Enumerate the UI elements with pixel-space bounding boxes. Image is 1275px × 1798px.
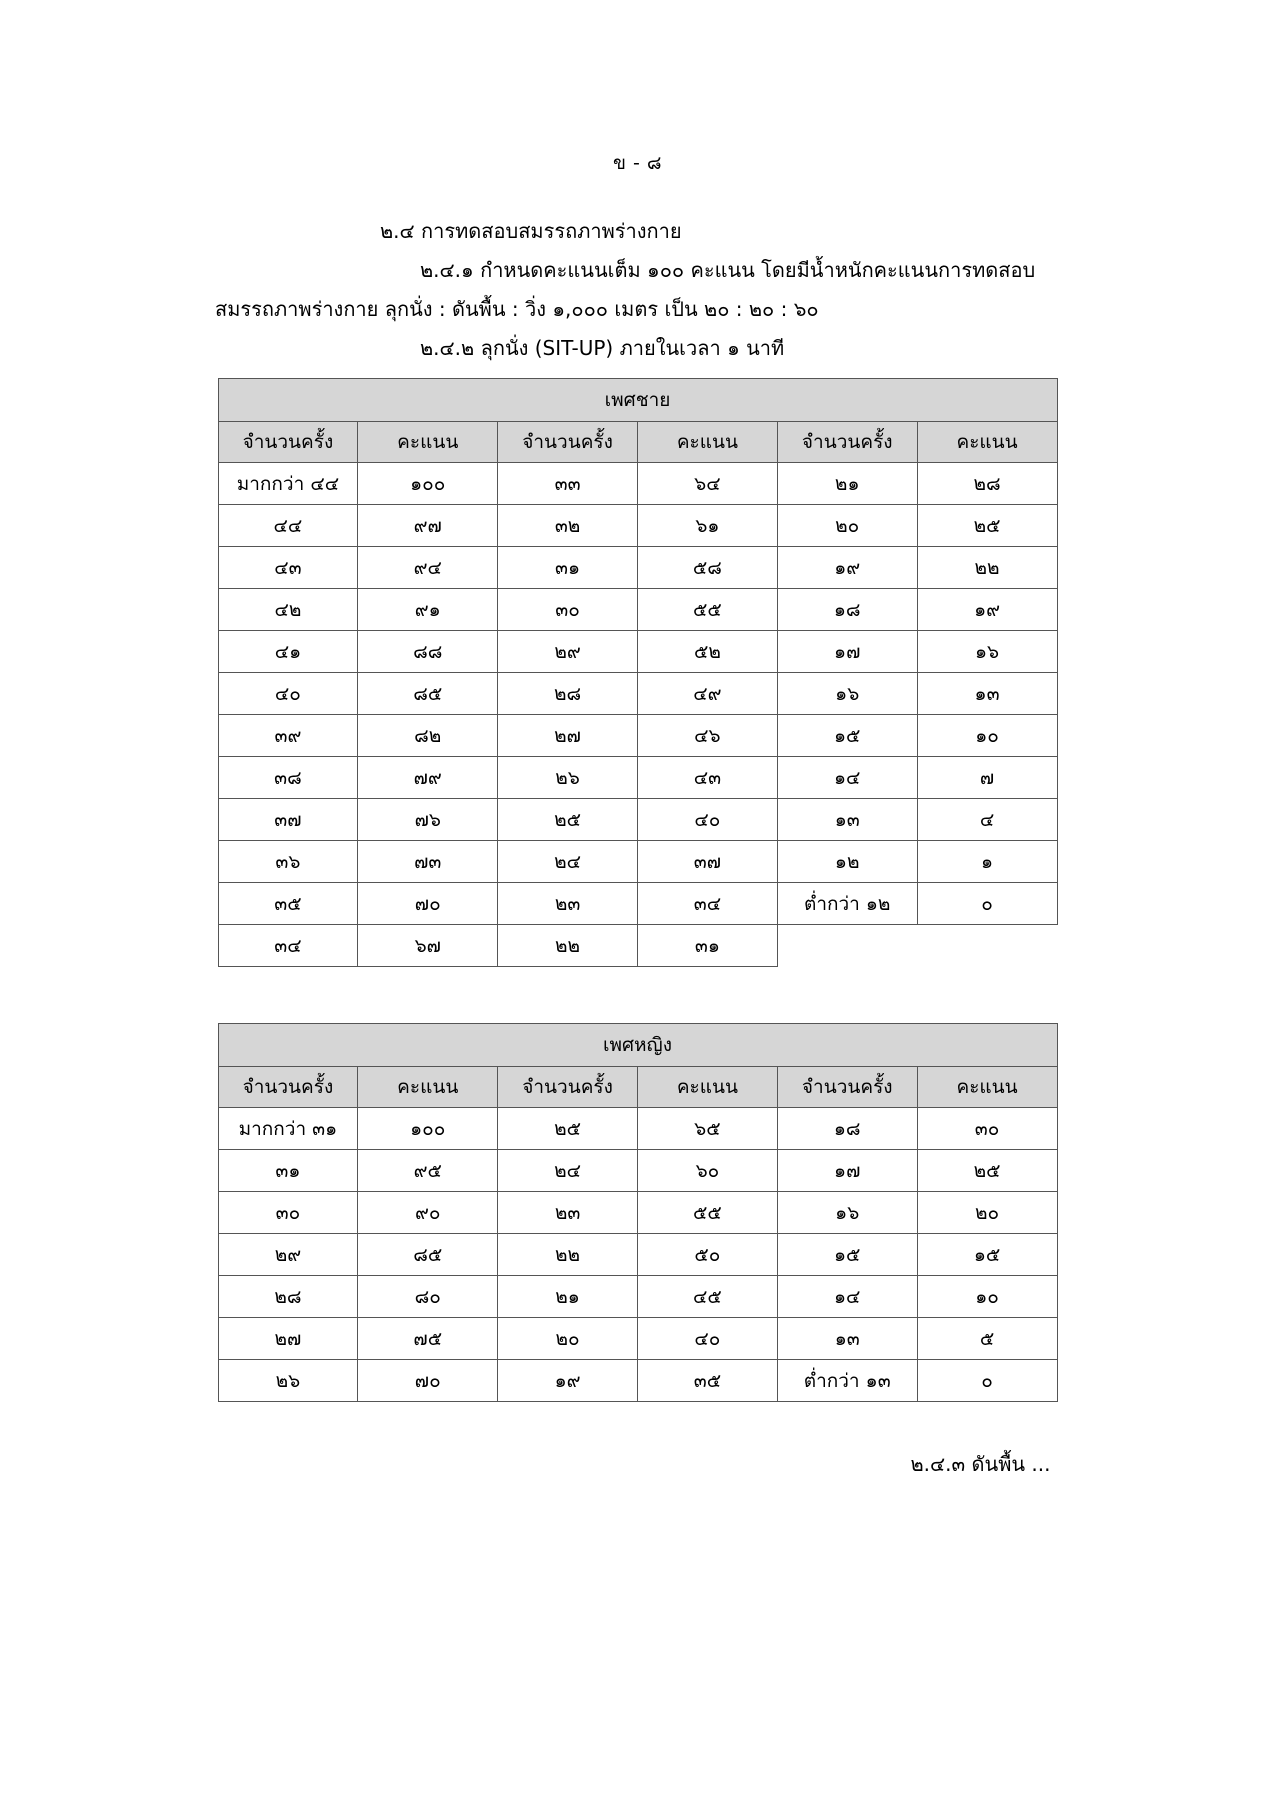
cell: ๑๕ <box>777 1234 917 1276</box>
cell: ๔๖ <box>637 715 777 757</box>
table-row <box>218 505 1057 547</box>
paragraph-2-4-1-line2: สมรรถภาพร่างกาย ลุกนั่ง : ดันพื้น : วิ่ง ๑,๐๐๐ เมตร เป็น ๒๐ : ๒๐ : ๖๐ <box>215 297 819 321</box>
cell: ๓๓ <box>498 463 638 505</box>
cell: ๑๖ <box>777 1192 917 1234</box>
cell: ๕ <box>917 1318 1057 1360</box>
cell: ๔๙ <box>637 673 777 715</box>
cell: ๑๘ <box>777 589 917 631</box>
female-col-header-3: คะแนน <box>637 1067 777 1108</box>
cell: ๙๑ <box>358 589 498 631</box>
paragraph-2-4-1-line1: ๒.๔.๑ กำหนดคะแนนเต็ม ๑๐๐ คะแนน โดยมีน้ำหนักคะแนนการทดสอบ <box>420 258 1036 282</box>
cell: ๒๗ <box>218 1318 358 1360</box>
cell: ๙๐ <box>358 1192 498 1234</box>
cell: ๑๙ <box>498 1360 638 1402</box>
cell: ๔๐ <box>637 799 777 841</box>
cell: ๒๖ <box>498 757 638 799</box>
cell: ๓๗ <box>637 841 777 883</box>
cell: ๒๒ <box>917 547 1057 589</box>
male-col-header-4: จำนวนครั้ง <box>777 422 917 463</box>
table-title-row <box>218 379 1057 422</box>
cell: ๑ <box>917 841 1057 883</box>
cell: ๒๔ <box>498 1150 638 1192</box>
cell: ๓๔ <box>637 883 777 925</box>
table-row <box>218 1360 1057 1402</box>
cell: ๑๐๐ <box>358 463 498 505</box>
cell: ๘๒ <box>358 715 498 757</box>
cell: ๑๙ <box>917 589 1057 631</box>
cell: ๓๒ <box>498 505 638 547</box>
cell: ๒๖ <box>218 1360 358 1402</box>
document-page <box>0 148 1275 1798</box>
cell: ๑๖ <box>917 631 1057 673</box>
table-row <box>218 1318 1057 1360</box>
cell: ๑๒ <box>777 841 917 883</box>
male-score-table <box>218 378 1058 967</box>
cell: ๑๔ <box>777 1276 917 1318</box>
table-row <box>218 1192 1057 1234</box>
table-row <box>218 463 1057 505</box>
cell: ๒๕ <box>917 1150 1057 1192</box>
female-col-header-0: จำนวนครั้ง <box>218 1067 358 1108</box>
cell: ๒๕ <box>498 799 638 841</box>
cell: ๒๕ <box>917 505 1057 547</box>
cell: ๒๙ <box>218 1234 358 1276</box>
female-col-header-5: คะแนน <box>917 1067 1057 1108</box>
cell: ๕๒ <box>637 631 777 673</box>
table-row <box>218 799 1057 841</box>
cell: ๒๒ <box>498 925 638 967</box>
table-header-row <box>218 422 1057 463</box>
cell: ๓๖ <box>218 841 358 883</box>
cell: ๑๗ <box>777 631 917 673</box>
cell: ๑๖ <box>777 673 917 715</box>
cell: ๒๘ <box>498 673 638 715</box>
cell: มากกว่า ๓๑ <box>218 1108 358 1150</box>
male-col-header-3: คะแนน <box>637 422 777 463</box>
cell: ๑๘ <box>777 1108 917 1150</box>
cell: ๖๕ <box>637 1108 777 1150</box>
cell: ๕๕ <box>637 1192 777 1234</box>
cell: ๓๘ <box>218 757 358 799</box>
cell: ๓๑ <box>637 925 777 967</box>
female-col-header-2: จำนวนครั้ง <box>498 1067 638 1108</box>
cell: ๗๙ <box>358 757 498 799</box>
cell: ๔๔ <box>218 505 358 547</box>
cell: ๑๐ <box>917 1276 1057 1318</box>
table-row <box>218 1108 1057 1150</box>
body-text-block <box>215 212 1060 368</box>
cell: ๒๑ <box>498 1276 638 1318</box>
cell: ๓๗ <box>218 799 358 841</box>
table-title-row <box>218 1024 1057 1067</box>
cell: ๗ <box>917 757 1057 799</box>
cell: ๒๕ <box>498 1108 638 1150</box>
male-col-header-2: จำนวนครั้ง <box>498 422 638 463</box>
cell: ๒๘ <box>917 463 1057 505</box>
cell: ๓๙ <box>218 715 358 757</box>
cell: ต่ำกว่า ๑๓ <box>777 1360 917 1402</box>
cell: ๙๗ <box>358 505 498 547</box>
cell: ๕๐ <box>637 1234 777 1276</box>
cell: ๔ <box>917 799 1057 841</box>
cell: ๙๕ <box>358 1150 498 1192</box>
table-row <box>218 589 1057 631</box>
cell: ๑๕ <box>777 715 917 757</box>
cell: ๓๕ <box>637 1360 777 1402</box>
cell: ๔๐ <box>637 1318 777 1360</box>
female-col-header-1: คะแนน <box>358 1067 498 1108</box>
cell: ๓๐ <box>498 589 638 631</box>
cell: ๑๙ <box>777 547 917 589</box>
cell: ๘๐ <box>358 1276 498 1318</box>
cell: ๒๗ <box>498 715 638 757</box>
cell-empty <box>777 925 917 967</box>
table-row <box>218 1234 1057 1276</box>
table-row <box>218 715 1057 757</box>
table-row <box>218 757 1057 799</box>
cell: ๗๐ <box>358 883 498 925</box>
table-row <box>218 1150 1057 1192</box>
cell: ๓๕ <box>218 883 358 925</box>
female-col-header-4: จำนวนครั้ง <box>777 1067 917 1108</box>
cell: ๑๓ <box>777 799 917 841</box>
cell: ๔๒ <box>218 589 358 631</box>
cell: ๑๗ <box>777 1150 917 1192</box>
cell: ๕๘ <box>637 547 777 589</box>
male-col-header-0: จำนวนครั้ง <box>218 422 358 463</box>
male-score-table-wrapper <box>0 378 1275 967</box>
cell: ๒๒ <box>498 1234 638 1276</box>
cell: ๘๕ <box>358 673 498 715</box>
cell: ๑๐๐ <box>358 1108 498 1150</box>
paragraph-2-4-2: ๒.๔.๒ ลุกนั่ง (SIT-UP) ภายในเวลา ๑ นาที <box>420 336 785 360</box>
table-row <box>218 547 1057 589</box>
female-score-table-wrapper <box>0 1023 1275 1402</box>
cell: ๒๙ <box>498 631 638 673</box>
table-row <box>218 673 1057 715</box>
cell: ๖๗ <box>358 925 498 967</box>
cell: ๑๔ <box>777 757 917 799</box>
page-number-header: ข - ๘ <box>612 152 663 174</box>
cell: ๔๓ <box>637 757 777 799</box>
cell: ๑๕ <box>917 1234 1057 1276</box>
cell: ๓๑ <box>498 547 638 589</box>
cell: ๗๖ <box>358 799 498 841</box>
cell: ๒๑ <box>777 463 917 505</box>
cell: ๒๓ <box>498 1192 638 1234</box>
cell: ๒๐ <box>777 505 917 547</box>
cell: ๗๕ <box>358 1318 498 1360</box>
cell: ๗๓ <box>358 841 498 883</box>
cell: ๔๐ <box>218 673 358 715</box>
cell: ๒๓ <box>498 883 638 925</box>
cell: ๑๓ <box>777 1318 917 1360</box>
cell: ๓๐ <box>218 1192 358 1234</box>
cell: ๘๕ <box>358 1234 498 1276</box>
cell: ๔๑ <box>218 631 358 673</box>
cell: ๗๐ <box>358 1360 498 1402</box>
table-row <box>218 631 1057 673</box>
cell: ๒๐ <box>917 1192 1057 1234</box>
cell: ๕๕ <box>637 589 777 631</box>
cell: ๖๔ <box>637 463 777 505</box>
cell-empty <box>917 925 1057 967</box>
cell: ๙๔ <box>358 547 498 589</box>
cell: ๒๐ <box>498 1318 638 1360</box>
cell: ๘๘ <box>358 631 498 673</box>
cell: ๑๓ <box>917 673 1057 715</box>
cell: ๑๐ <box>917 715 1057 757</box>
table-row <box>218 883 1057 925</box>
cell: ๐ <box>917 1360 1057 1402</box>
cell: ๔๕ <box>637 1276 777 1318</box>
cell: ๐ <box>917 883 1057 925</box>
cell: ๒๔ <box>498 841 638 883</box>
table-row <box>218 841 1057 883</box>
male-col-header-1: คะแนน <box>358 422 498 463</box>
cell: มากกว่า ๔๔ <box>218 463 358 505</box>
female-score-table <box>218 1023 1058 1402</box>
female-table-title: เพศหญิง <box>218 1024 1057 1067</box>
cell: ๒๘ <box>218 1276 358 1318</box>
cell: ๓๔ <box>218 925 358 967</box>
table-header-row <box>218 1067 1057 1108</box>
cell: ต่ำกว่า ๑๒ <box>777 883 917 925</box>
table-row <box>218 1276 1057 1318</box>
cell: ๖๐ <box>637 1150 777 1192</box>
male-col-header-5: คะแนน <box>917 422 1057 463</box>
cell: ๓๐ <box>917 1108 1057 1150</box>
cell: ๔๓ <box>218 547 358 589</box>
table-row <box>218 925 1057 967</box>
paragraph-2-4: ๒.๔ การทดสอบสมรรถภาพร่างกาย <box>380 219 682 243</box>
cell: ๓๑ <box>218 1150 358 1192</box>
cell: ๖๑ <box>637 505 777 547</box>
footer-continuation-note: ๒.๔.๓ ดันพื้น ... <box>910 1452 1051 1476</box>
male-table-title: เพศชาย <box>218 379 1057 422</box>
